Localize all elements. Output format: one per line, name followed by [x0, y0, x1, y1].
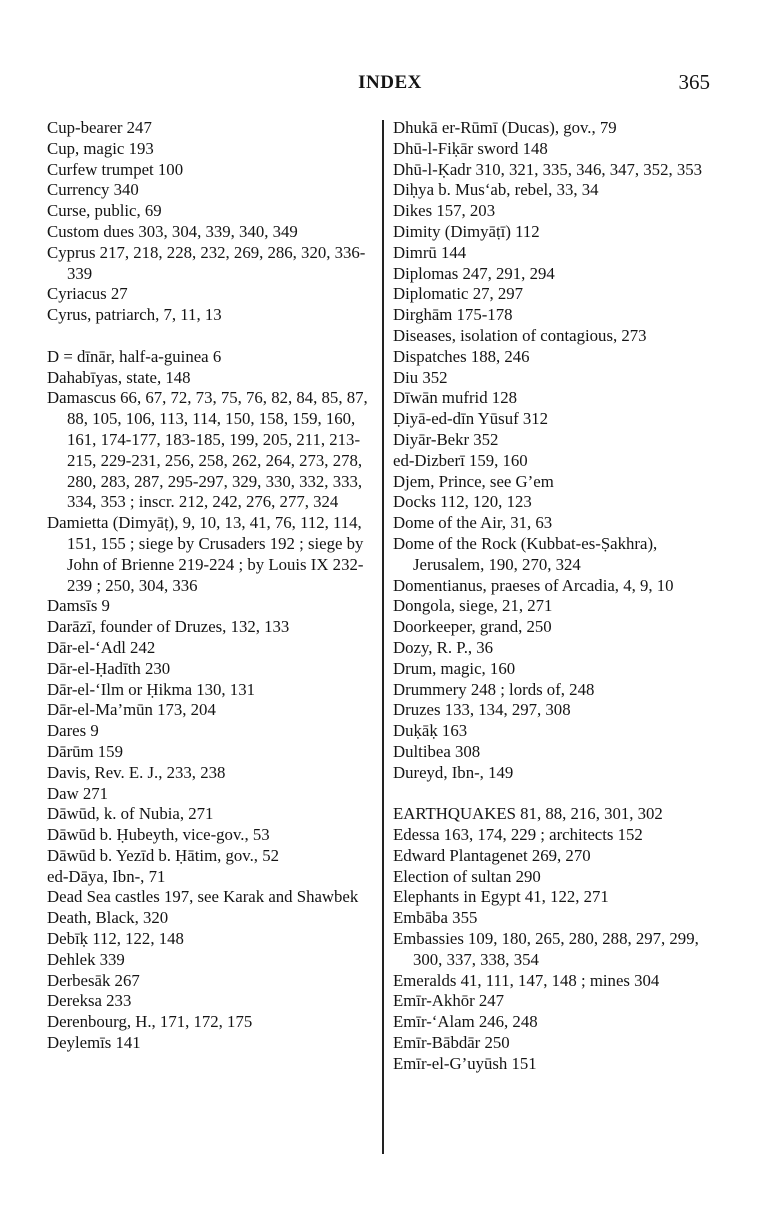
index-entry: Custom dues 303, 304, 339, 340, 349 [47, 221, 298, 241]
index-entry: Emīr-‘Alam 246, 248 [393, 1012, 538, 1032]
column-divider [382, 120, 384, 1154]
index-entry: Emīr-Akhōr 247 [393, 991, 505, 1011]
index-entry: Curse, public, 69 [47, 201, 162, 221]
index-entry: Embassies 109, 180, 265, 280, 288, 297, 299, 300, 337, 338, 354 [393, 929, 699, 969]
index-entry: Dultibea 308 [393, 741, 481, 761]
index-entry: Dār-el-‘Ilm or Ḥikma 130, 131 [47, 679, 255, 699]
index-entry: Djem, Prince, see G’em [393, 471, 554, 491]
index-entry: Drum, magic, 160 [393, 658, 516, 678]
index-entry: Dureyd, Ibn-, 149 [393, 762, 514, 782]
index-entry: Dīwān mufrid 128 [393, 388, 517, 408]
index-entry: Elephants in Egypt 41, 122, 271 [393, 887, 609, 907]
index-entry: Dikes 157, 203 [393, 201, 496, 221]
index-entry: Cyriacus 27 [47, 284, 128, 304]
index-column-right [393, 118, 723, 1075]
index-entry: Domentianus, praeses of Arcadia, 4, 9, 10 [393, 575, 674, 595]
index-entry: Dome of the Rock (Kubbat-es-Ṣakhra), Jerusalem, 190, 270, 324 [393, 533, 658, 574]
index-column-left [47, 118, 369, 1054]
index-entry: Drummery 248 ; lords of, 248 [393, 679, 595, 699]
index-entry: Damascus 66, 67, 72, 73, 75, 76, 82, 84, 85, 87, 88, 105, 106, 113, 114, 150, 158, 159, 160, 161, 174-177, 183-185, 199, 205, 211, 213-215, 229-231, 256, 258, 262, 264, 273, 278, 280, 283, 287, 295-297, 329, 330, 332, 333, 334, 353 ; inscr. 212, 242, 276, 277, 324 [47, 388, 368, 512]
index-entry: Edward Plantagenet 269, 270 [393, 845, 591, 865]
index-entry: Dhū-l-Fiḳār sword 148 [393, 138, 548, 158]
index-entry: Diplomas 247, 291, 294 [393, 263, 555, 283]
index-entry: Cyrus, patriarch, 7, 11, 13 [47, 305, 222, 325]
index-entry: Daw 271 [47, 783, 109, 803]
index-entry: Election of sultan 290 [393, 866, 541, 886]
index-entry: Dead Sea castles 197, see Karak and Shawbek [47, 887, 359, 907]
index-entry: Derbesāk 267 [47, 970, 140, 990]
index-entry: Diyār-Bekr 352 [393, 429, 499, 449]
index-entry: Emeralds 41, 111, 147, 148 ; mines 304 [393, 970, 660, 990]
index-entry: Ḍiyā-ed-dīn Yūsuf 312 [393, 409, 549, 429]
index-entry: Dahabīyas, state, 148 [47, 367, 191, 387]
index-entry: Dār-el-Ma’mūn 173, 204 [47, 700, 216, 720]
index-entry: Diplomatic 27, 297 [393, 284, 524, 304]
index-entry: Dār-el-Ḥadīth 230 [47, 658, 171, 678]
section-gap [47, 326, 369, 347]
index-entry: Cup, magic 193 [47, 138, 154, 158]
index-entry: Dereksa 233 [47, 991, 132, 1011]
index-entry: Embāba 355 [393, 908, 478, 928]
index-entry: Diḥya b. Mus‘ab, rebel, 33, 34 [393, 180, 599, 200]
index-entry: Duḳāḳ 163 [393, 721, 468, 741]
page-header [0, 70, 780, 100]
index-entry: ed-Dāya, Ibn-, 71 [47, 866, 166, 886]
index-entry: Emīr-Bābdār 250 [393, 1033, 510, 1053]
index-entry: Dhukā er-Rūmī (Ducas), gov., 79 [393, 118, 617, 137]
index-entry: Damietta (Dimyāṭ), 9, 10, 13, 41, 76, 112, 114, 151, 155 ; siege by Crusaders 192 ; siege by John of Brienne 219-224 ; by Louis IX 232-239 ; 250, 304, 336 [47, 513, 364, 595]
index-entry: Dehlek 339 [47, 949, 125, 969]
index-entry: Doorkeeper, grand, 250 [393, 617, 552, 637]
index-entry: Diseases, isolation of contagious, 273 [393, 325, 647, 345]
index-entry: Dāwūd b. Yezīd b. Ḥātim, gov., 52 [47, 845, 279, 865]
index-entry: Currency 340 [47, 180, 139, 200]
index-entry: Emīr-el-G’uyūsh 151 [393, 1053, 537, 1073]
index-entry: Dārūm 159 [47, 741, 123, 761]
index-entry: Dāwūd, k. of Nubia, 271 [47, 804, 214, 824]
section-gap [393, 784, 723, 805]
index-entry: Darāzī, founder of Druzes, 132, 133 [47, 617, 290, 637]
page-number: 365 [678, 70, 710, 94]
index-entry: Dhū-l-Ḳadr 310, 321, 335, 346, 347, 352, 353 [393, 159, 703, 179]
index-entry: EARTHQUAKES 81, 88, 216, 301, 302 [393, 804, 663, 824]
index-entry: Dispatches 188, 246 [393, 346, 530, 366]
index-entry: Edessa 163, 174, 229 ; architects 152 [393, 825, 643, 845]
index-entry: Dār-el-‘Adl 242 [47, 637, 156, 657]
index-entry: Dongola, siege, 21, 271 [393, 596, 553, 616]
index-entry: Diu 352 [393, 367, 448, 387]
index-entry: Dimity (Dimyāṭī) 112 [393, 221, 540, 241]
index-entry: Dimrū 144 [393, 242, 467, 262]
index-entry: Curfew trumpet 100 [47, 159, 184, 179]
index-entry: Dāwūd b. Ḥubeyth, vice-gov., 53 [47, 825, 270, 845]
page-title: INDEX [358, 72, 422, 93]
index-entry: D = dīnār, half-a-guinea 6 [47, 346, 222, 366]
index-entry: Dozy, R. P., 36 [393, 637, 494, 657]
index-entry: Dares 9 [47, 721, 99, 741]
index-entry: Death, Black, 320 [47, 908, 169, 928]
index-entry: Cyprus 217, 218, 228, 232, 269, 286, 320, 336-339 [47, 242, 366, 283]
index-entry: Debīḳ 112, 122, 148 [47, 929, 184, 949]
index-entry: ed-Dizberī 159, 160 [393, 450, 528, 470]
index-entry: Derenbourg, H., 171, 172, 175 [47, 1012, 253, 1032]
index-entry: Davis, Rev. E. J., 233, 238 [47, 762, 226, 782]
index-entry: Damsīs 9 [47, 596, 110, 616]
index-entry: Docks 112, 120, 123 [393, 492, 532, 512]
index-entry: Cup-bearer 247 [47, 118, 152, 137]
index-entry: Dirghām 175-178 [393, 305, 513, 325]
index-entry: Deylemīs 141 [47, 1033, 141, 1053]
index-entry: Dome of the Air, 31, 63 [393, 513, 553, 533]
index-entry: Druzes 133, 134, 297, 308 [393, 700, 571, 720]
